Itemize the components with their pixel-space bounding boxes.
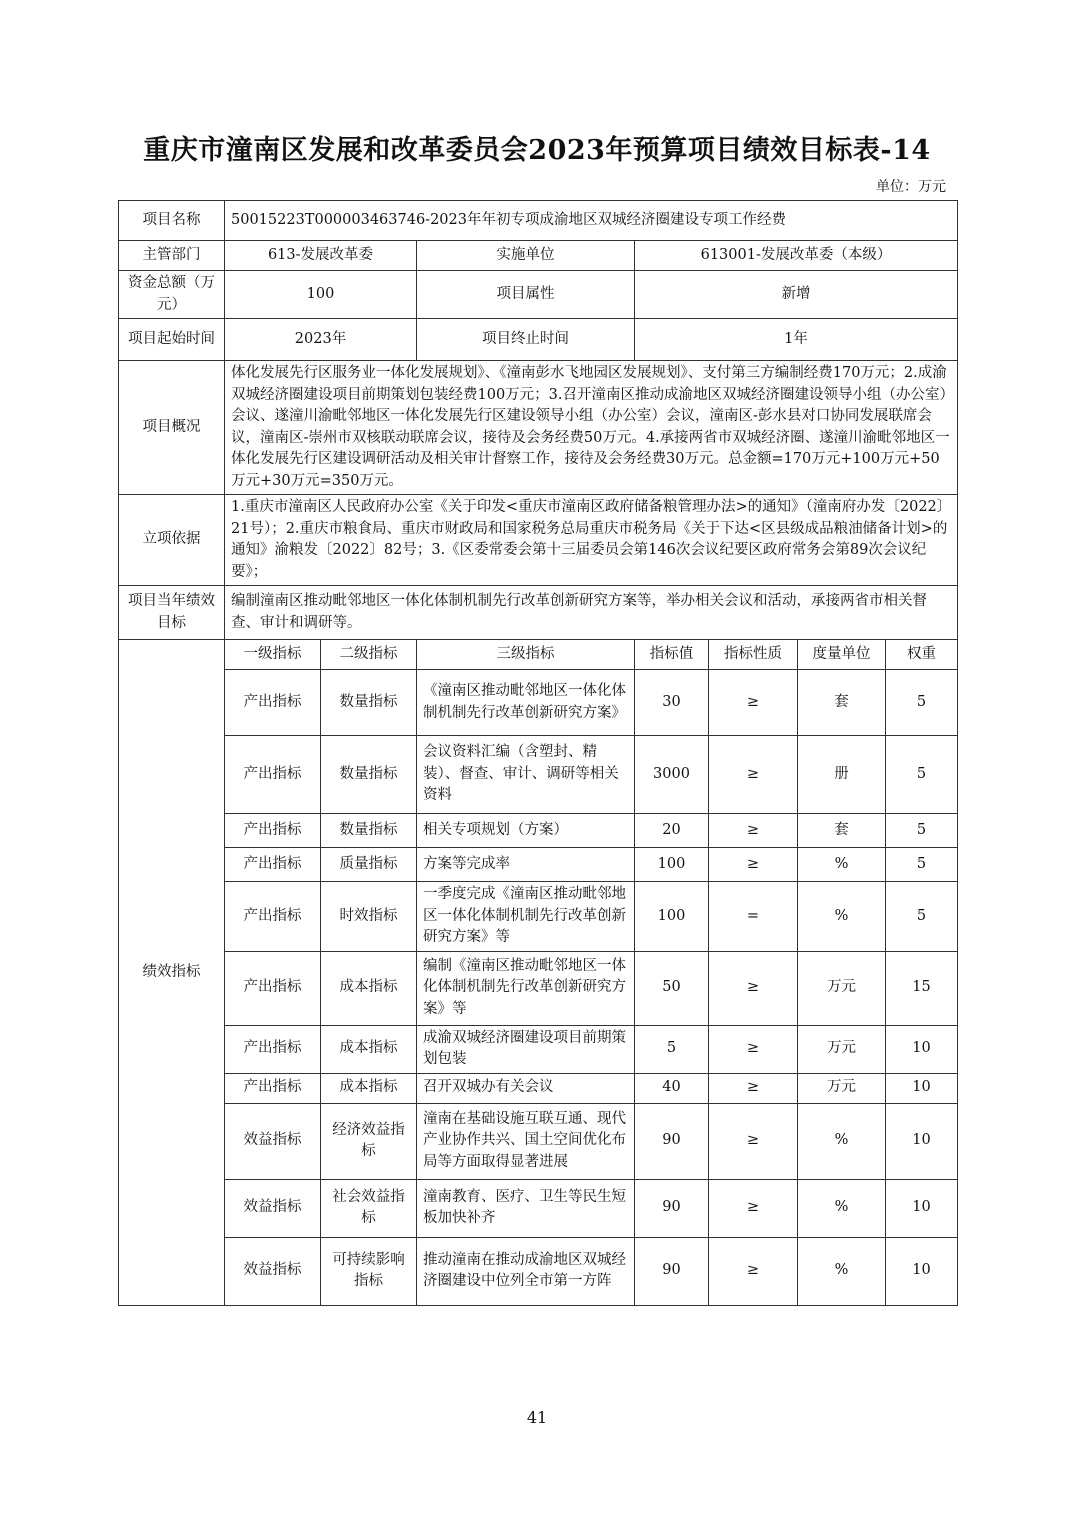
fund-row: [119, 271, 958, 319]
header-unit: 度量单位: [798, 640, 886, 670]
level2-cell: 成本指标: [321, 1025, 417, 1073]
indicator-row: [119, 1103, 958, 1179]
weight-cell: 5: [886, 882, 958, 952]
nature-cell: ≥: [709, 848, 798, 882]
header-value: 指标值: [635, 640, 709, 670]
level1-cell: 产出指标: [225, 882, 321, 952]
department-label: 主管部门: [119, 241, 225, 271]
period-row: [119, 319, 958, 361]
overview-label: 项目概况: [119, 361, 225, 495]
indicator-row: [119, 951, 958, 1025]
value-cell: 90: [635, 1103, 709, 1179]
level2-cell: 质量指标: [321, 848, 417, 882]
header-level2: 二级指标: [321, 640, 417, 670]
weight-cell: 15: [886, 951, 958, 1025]
value-cell: 100: [635, 882, 709, 952]
level1-cell: 产出指标: [225, 1073, 321, 1103]
basis-row: [119, 495, 958, 586]
implementing-unit-value: 613001-发展改革委（本级）: [635, 241, 958, 271]
nature-cell: ≥: [709, 1103, 798, 1179]
nature-cell: ≥: [709, 814, 798, 848]
level2-cell: 可持续影响指标: [321, 1237, 417, 1305]
level3-cell: 相关专项规划（方案）: [417, 814, 635, 848]
value-cell: 50: [635, 951, 709, 1025]
department-row: [119, 241, 958, 271]
nature-cell: =: [709, 882, 798, 952]
level2-cell: 数量指标: [321, 814, 417, 848]
level3-cell: 方案等完成率: [417, 848, 635, 882]
page-title: 重庆市潼南区发展和改革委员会2023年预算项目绩效目标表-14: [143, 135, 931, 166]
level3-cell: 编制《潼南区推动毗邻地区一体化体制机制先行改革创新研究方案》等: [417, 951, 635, 1025]
level2-cell: 成本指标: [321, 1073, 417, 1103]
level1-cell: 效益指标: [225, 1179, 321, 1237]
total-fund-value: 100: [225, 271, 417, 319]
project-name-label: 项目名称: [119, 201, 225, 241]
unit-cell: 万元: [798, 1073, 886, 1103]
unit-cell: 万元: [798, 1025, 886, 1073]
nature-cell: ≥: [709, 1179, 798, 1237]
unit-cell: %: [798, 1237, 886, 1305]
unit-cell: 套: [798, 814, 886, 848]
weight-cell: 10: [886, 1025, 958, 1073]
level1-cell: 产出指标: [225, 951, 321, 1025]
nature-cell: ≥: [709, 1237, 798, 1305]
level2-cell: 经济效益指标: [321, 1103, 417, 1179]
header-weight: 权重: [886, 640, 958, 670]
project-name-row: [119, 201, 958, 241]
unit-cell: 册: [798, 736, 886, 814]
indicator-row: [119, 1025, 958, 1073]
level2-cell: 数量指标: [321, 736, 417, 814]
nature-cell: ≥: [709, 1025, 798, 1073]
project-attribute-label: 项目属性: [417, 271, 635, 319]
overview-value: 体化发展先行区服务业一体化发展规划》、《潼南彭水飞地园区发展规划》、支付第三方编制经费170万元；2.成渝双城经济圈建设项目前期策划包装经费100万元；3.召开潼南区推动成渝地区双城经济圈建设领导小组（办公室）会议、遂潼川渝毗邻地区一体化发展先行区建设领导小组（办公室）会议，潼南区-彭水县对口协同发展联席会议，潼南区-崇州市双核联动联席会议，接待及会务经费50万元。4.承接两省市双城经济圈、遂潼川渝毗邻地区一体化发展先行区建设调研活动及相关审计督察工作，接待及会务经费30万元。总金额=170万元+100万元+50万元+30万元=350万元。: [225, 361, 958, 495]
level1-cell: 产出指标: [225, 814, 321, 848]
weight-cell: 10: [886, 1073, 958, 1103]
indicator-row: [119, 1073, 958, 1103]
level3-cell: 会议资料汇编（含塑封、精装）、督查、审计、调研等相关资料: [417, 736, 635, 814]
value-cell: 20: [635, 814, 709, 848]
nature-cell: ≥: [709, 670, 798, 736]
end-time-label: 项目终止时间: [417, 319, 635, 361]
unit-cell: 万元: [798, 951, 886, 1025]
weight-cell: 10: [886, 1103, 958, 1179]
level1-cell: 产出指标: [225, 848, 321, 882]
total-fund-label: 资金总额（万元）: [119, 271, 225, 319]
project-attribute-value: 新增: [635, 271, 958, 319]
header-level1: 一级指标: [225, 640, 321, 670]
department-value: 613-发展改革委: [225, 241, 417, 271]
level3-cell: 潼南教育、医疗、卫生等民生短板加快补齐: [417, 1179, 635, 1237]
page-number: 41: [526, 1408, 548, 1427]
implementing-unit-label: 实施单位: [417, 241, 635, 271]
weight-cell: 10: [886, 1179, 958, 1237]
weight-cell: 5: [886, 814, 958, 848]
level1-cell: 产出指标: [225, 736, 321, 814]
level3-cell: 成渝双城经济圈建设项目前期策划包装: [417, 1025, 635, 1073]
level3-cell: 召开双城办有关会议: [417, 1073, 635, 1103]
indicator-row: [119, 848, 958, 882]
unit-label: 单位：万元: [876, 179, 946, 195]
value-cell: 100: [635, 848, 709, 882]
value-cell: 30: [635, 670, 709, 736]
value-cell: 3000: [635, 736, 709, 814]
level1-cell: 产出指标: [225, 1025, 321, 1073]
level3-cell: 推动潼南在推动成渝地区双城经济圈建设中位列全市第一方阵: [417, 1237, 635, 1305]
unit-cell: %: [798, 848, 886, 882]
nature-cell: ≥: [709, 736, 798, 814]
indicators-section-label: 绩效指标: [119, 640, 225, 1306]
level1-cell: 产出指标: [225, 670, 321, 736]
level2-cell: 时效指标: [321, 882, 417, 952]
end-time-value: 1年: [635, 319, 958, 361]
weight-cell: 5: [886, 848, 958, 882]
basis-value: 1.重庆市潼南区人民政府办公室《关于印发<重庆市潼南区政府储备粮管理办法>的通知》（潼南府办发〔2022〕21号）；2.重庆市粮食局、重庆市财政局和国家税务总局重庆市税务局《关于下达<区县级成品粮油储备计划>的通知》渝粮发〔2022〕82号；3.《区委常委会第十三届委员会第146次会议纪要区政府常务会第89次会议纪要》；: [225, 495, 958, 586]
weight-cell: 10: [886, 1237, 958, 1305]
header-level3: 三级指标: [417, 640, 635, 670]
nature-cell: ≥: [709, 951, 798, 1025]
start-time-label: 项目起始时间: [119, 319, 225, 361]
value-cell: 5: [635, 1025, 709, 1073]
indicator-row: [119, 736, 958, 814]
weight-cell: 5: [886, 670, 958, 736]
level2-cell: 社会效益指标: [321, 1179, 417, 1237]
unit-cell: %: [798, 882, 886, 952]
nature-cell: ≥: [709, 1073, 798, 1103]
indicator-row: [119, 814, 958, 848]
overview-row: [119, 361, 958, 495]
start-time-value: 2023年: [225, 319, 417, 361]
level1-cell: 效益指标: [225, 1237, 321, 1305]
level1-cell: 效益指标: [225, 1103, 321, 1179]
indicator-row: [119, 670, 958, 736]
level2-cell: 数量指标: [321, 670, 417, 736]
performance-target-table: [118, 200, 958, 1306]
indicator-header-row: [119, 640, 958, 670]
level3-cell: 潼南在基础设施互联互通、现代产业协作共兴、国土空间优化布局等方面取得显著进展: [417, 1103, 635, 1179]
unit-cell: %: [798, 1179, 886, 1237]
unit-cell: 套: [798, 670, 886, 736]
value-cell: 40: [635, 1073, 709, 1103]
indicator-row: [119, 882, 958, 952]
weight-cell: 5: [886, 736, 958, 814]
value-cell: 90: [635, 1179, 709, 1237]
basis-label: 立项依据: [119, 495, 225, 586]
value-cell: 90: [635, 1237, 709, 1305]
indicator-row: [119, 1237, 958, 1305]
project-name-value: 50015223T000003463746-2023年年初专项成渝地区双城经济圈建设专项工作经费: [225, 201, 958, 241]
level3-cell: 一季度完成《潼南区推动毗邻地区一体化体制机制先行改革创新研究方案》等: [417, 882, 635, 952]
header-nature: 指标性质: [709, 640, 798, 670]
annual-goal-value: 编制潼南区推动毗邻地区一体化体制机制先行改革创新研究方案等，举办相关会议和活动，承接两省市相关督查、审计和调研等。: [225, 586, 958, 640]
indicator-row: [119, 1179, 958, 1237]
unit-cell: %: [798, 1103, 886, 1179]
annual-goal-label: 项目当年绩效目标: [119, 586, 225, 640]
goal-row: [119, 586, 958, 640]
level2-cell: 成本指标: [321, 951, 417, 1025]
level3-cell: 《潼南区推动毗邻地区一体化体制机制先行改革创新研究方案》: [417, 670, 635, 736]
